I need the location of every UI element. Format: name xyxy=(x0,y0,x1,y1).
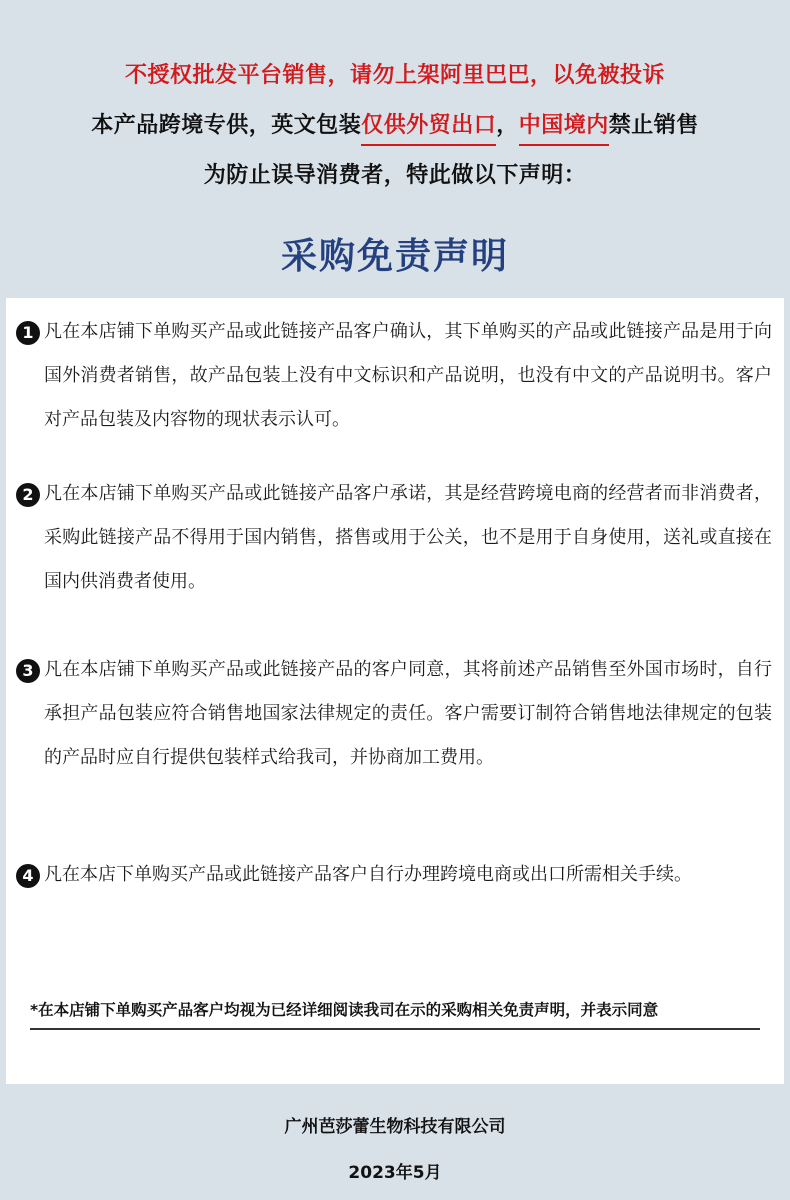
declaration-item-text: 凡在本店铺下单购买产品或此链接产品的客户同意，其将前述产品销售至外国市场时，自行承担产品包装应符合销售地国家法律规定的责任。客户需要订制符合销售地法律规定的包装的产品时应自行提供包装样式给我司，并协商加工费用。 xyxy=(44,659,772,768)
declaration-item-text: 凡在本店铺下单购买产品或此链接产品客户确认，其下单购买的产品或此链接产品是用于向国外消费者销售，故产品包装上没有中文标识和产品说明，也没有中文的产品说明书。客户对产品包装及内容物的现状表示认可。 xyxy=(44,321,772,430)
number-3-icon: 3 xyxy=(16,659,40,683)
export-notice-line xyxy=(0,108,790,139)
declaration-intro: 为防止误导消费者，特此做以下声明： xyxy=(203,163,587,188)
number-2-icon: 2 xyxy=(16,483,40,507)
page-title: 采购免责声明 xyxy=(280,236,509,277)
export-notice-text: 本产品跨境专供，英文包装 xyxy=(91,113,362,138)
agreement-note: *在本店铺下单购买产品客户均视为已经详细阅读我司在示的采购相关免责声明，并表示同意 xyxy=(30,998,760,1030)
warning-line: 不授权批发平台销售，请勿上架阿里巴巴，以免被投诉 xyxy=(124,63,665,88)
company-name: 广州芭莎蕾生物科技有限公司 xyxy=(284,1117,506,1137)
number-1-icon: 1 xyxy=(16,321,40,345)
declaration-item-text: 凡在本店铺下单购买产品或此链接产品客户承诺，其是经营跨境电商的经营者而非消费者，采购此链接产品不得用于国内销售，搭售或用于公关，也不是用于自身使用，送礼或直接在国内供消费者使用。 xyxy=(44,483,772,592)
declaration-panel xyxy=(6,298,784,1084)
export-only-highlight: 仅供外贸出口 xyxy=(361,113,496,146)
sale-prohibited-text: 禁止销售 xyxy=(608,113,699,138)
number-4-icon: 4 xyxy=(16,864,40,888)
export-notice-separator: ， xyxy=(496,113,519,138)
issue-date: 2023年5月 xyxy=(348,1163,442,1183)
declaration-item xyxy=(16,853,772,897)
china-domestic-highlight: 中国境内 xyxy=(519,113,609,146)
declaration-item xyxy=(16,648,772,780)
declaration-item-text: 凡在本店下单购买产品或此链接产品客户自行办理跨境电商或出口所需相关手续。 xyxy=(44,864,692,885)
declaration-item xyxy=(16,310,772,442)
declaration-item xyxy=(16,472,772,604)
